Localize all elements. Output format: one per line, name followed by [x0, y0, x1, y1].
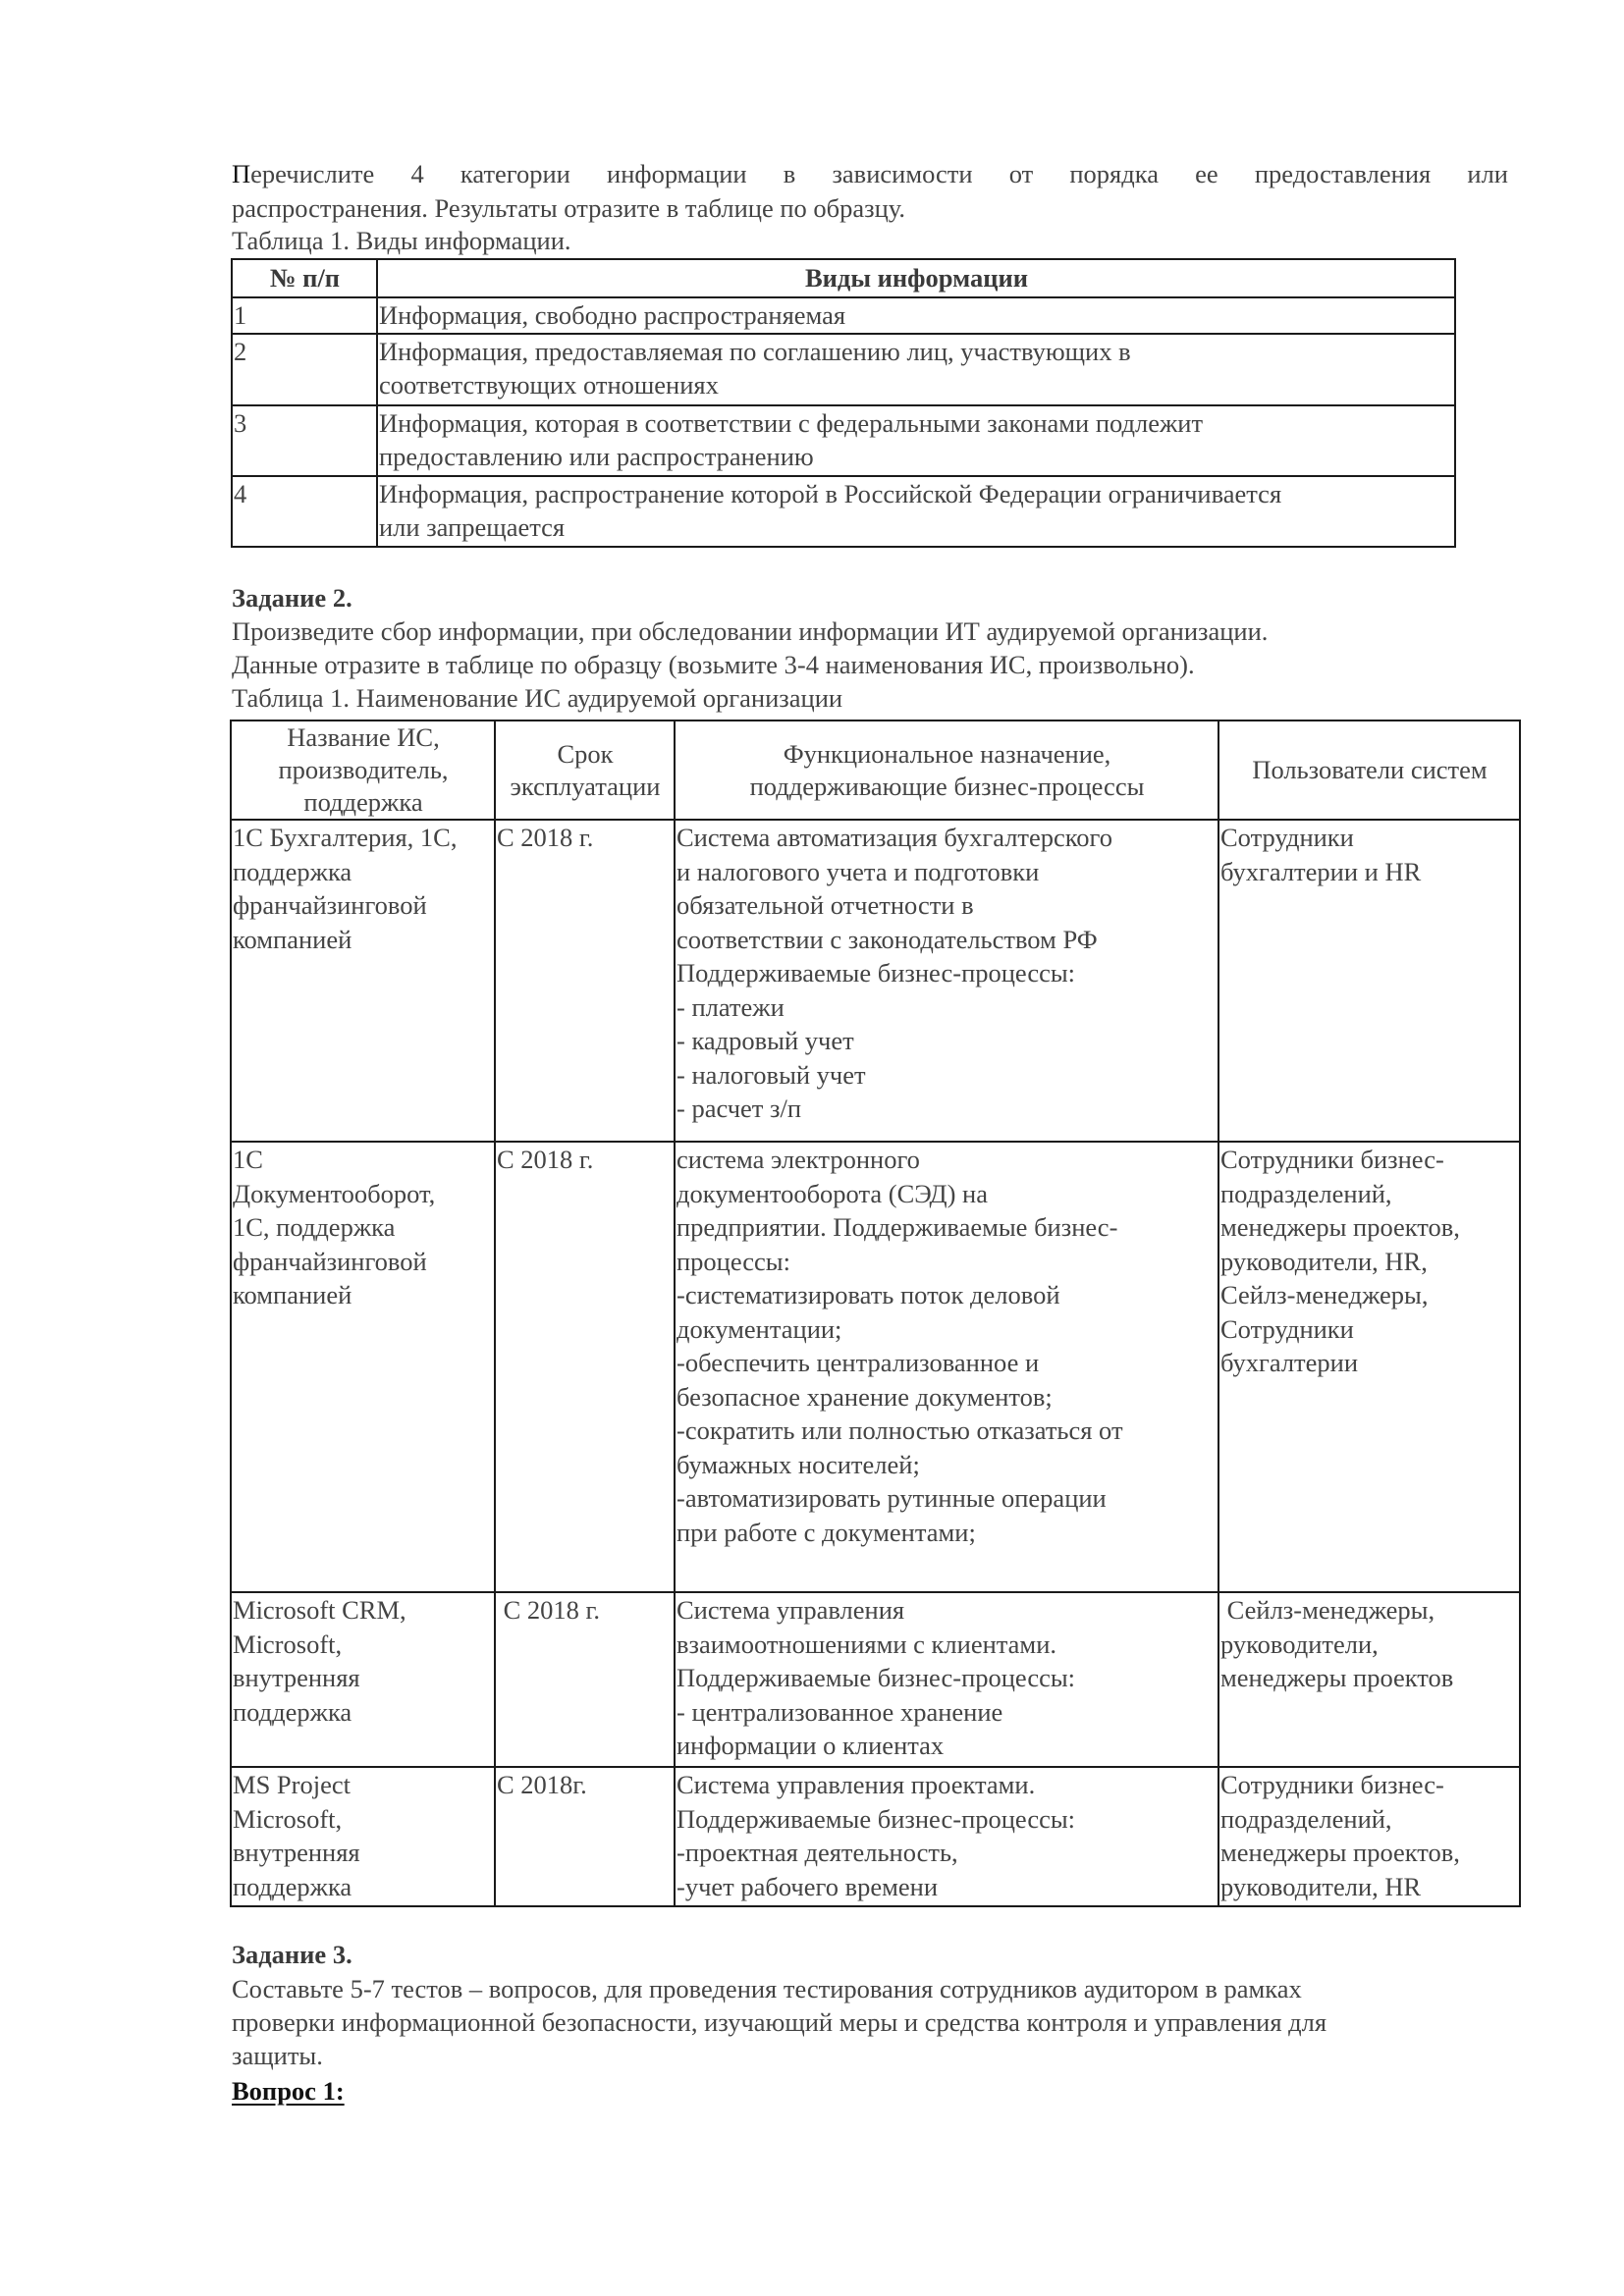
row-number: 4	[232, 476, 377, 547]
cell-text-line: соответствующих отношениях	[379, 370, 719, 400]
cell-text-line: и налогового учета и подготовки	[677, 856, 1040, 886]
table-row	[232, 297, 1455, 334]
table-row	[232, 405, 1455, 476]
purpose-cell	[675, 1142, 1218, 1592]
cell-text-line: Информация, которая в соответствии с федеральными законами подлежит	[379, 407, 1204, 438]
cell-text-line: Сотрудники бизнес-	[1220, 1145, 1444, 1174]
purpose-cell	[675, 1592, 1218, 1767]
cell-text-line: MS Project	[233, 1770, 351, 1799]
table-row	[231, 820, 1520, 1142]
cell-text-line: документации;	[677, 1313, 842, 1344]
cell-text-line: безопасное хранение документов;	[677, 1381, 1053, 1412]
cell-text-line: - кадровый учет	[677, 1026, 854, 1055]
cell-text-line: Поддерживаемые бизнес-процессы:	[677, 958, 1076, 988]
term-cell	[495, 1142, 675, 1592]
table-header-row	[231, 721, 1520, 820]
information-types-table	[231, 258, 1456, 548]
cell-text-line: предоставлению или распространению	[379, 442, 814, 471]
cell-text-line: Информация, распространение которой в Российской Федерации ограничивается	[379, 478, 1282, 508]
cell-text-line: поддержка	[233, 1696, 352, 1727]
info-type-cell	[377, 334, 1455, 405]
column-header-system-name	[231, 721, 495, 820]
column-header-term	[495, 721, 675, 820]
cell-text-line: С 2018 г.	[497, 823, 594, 852]
header-text-line: поддерживающие бизнес-процессы	[749, 771, 1145, 801]
cell-text-line: Система управления проектами.	[677, 1770, 1036, 1799]
header-text-line: Название ИС,	[287, 722, 440, 752]
cell-text-line: -проектная деятельность,	[677, 1838, 958, 1867]
cell-text-line: 1С Бухгалтерия, 1С,	[233, 823, 458, 852]
cell-text-line: Информация, предоставляемая по соглашению лиц, участвующих в	[379, 336, 1131, 366]
system-name-cell	[231, 1592, 495, 1767]
task3-heading: Задание 3.	[232, 1940, 352, 1969]
cell-text-line: компанией	[233, 1280, 352, 1309]
cell-text-line: бухгалтерии	[1220, 1348, 1359, 1377]
cell-text-line: процессы:	[677, 1246, 790, 1276]
cell-text-line: взаимоотношениями с клиентами.	[677, 1629, 1057, 1659]
cell-text-line: 1С	[233, 1145, 263, 1174]
cell-text-line: Поддерживаемые бизнес-процессы:	[677, 1803, 1076, 1834]
cell-text-line: - расчет з/п	[677, 1094, 802, 1123]
cell-text-line: - централизованное хранение	[677, 1696, 1003, 1727]
table-row	[231, 1592, 1520, 1767]
cell-text-line: Система управления	[677, 1595, 905, 1625]
header-text-line: производитель,	[278, 755, 449, 784]
users-cell	[1218, 1592, 1520, 1767]
cell-text-line: обязательной отчетности в	[677, 890, 974, 920]
column-header-purpose	[675, 721, 1218, 820]
cell-text-line: менеджеры проектов	[1220, 1663, 1454, 1692]
cell-text-line: франчайзинговой	[233, 1246, 427, 1276]
cell-text-line: Информация, свободно распространяемая	[379, 300, 846, 330]
table-header-row	[232, 259, 1455, 297]
table-row	[232, 476, 1455, 547]
cell-text-line: Сотрудники бизнес-	[1220, 1770, 1444, 1799]
system-name-cell	[231, 1142, 495, 1592]
cell-text-line: поддержка	[233, 1871, 352, 1901]
cell-text-line: Microsoft,	[233, 1803, 343, 1834]
cell-text-line: руководители, HR	[1220, 1871, 1422, 1901]
cell-text-line: -обеспечить централизованное и	[677, 1348, 1040, 1377]
header-text-line: поддержка	[303, 787, 423, 817]
cell-text-line: - платежи	[677, 991, 785, 1022]
cell-text-line: компанией	[233, 924, 352, 954]
header-text-line: эксплуатации	[510, 771, 661, 801]
row-number: 2	[232, 334, 377, 405]
column-header-number: № п/п	[232, 259, 377, 297]
first-letter: П	[232, 159, 251, 188]
task2-table-caption: Таблица 1. Наименование ИС аудируемой организации	[232, 683, 843, 713]
cell-text-line: -сократить или полностью отказаться от	[677, 1415, 1123, 1445]
cell-text-line: внутренняя	[233, 1838, 360, 1867]
cell-text-line: внутренняя	[233, 1663, 360, 1692]
row-number: 3	[232, 405, 377, 476]
cell-text-line: подразделений,	[1220, 1803, 1392, 1834]
cell-text-line: менеджеры проектов,	[1220, 1212, 1460, 1242]
cell-text-line: система электронного	[677, 1145, 920, 1174]
cell-text-line: предприятии. Поддерживаемые бизнес-	[677, 1212, 1118, 1242]
cell-text-line: руководители,	[1220, 1629, 1379, 1659]
cell-text-line: С 2018 г.	[497, 1145, 594, 1174]
task3-intro-line-3: защиты.	[232, 2041, 323, 2070]
task1-table-caption: Таблица 1. Виды информации.	[232, 226, 571, 255]
cell-text-line: франчайзинговой	[233, 890, 427, 920]
cell-text-line: подразделений,	[1220, 1178, 1392, 1208]
cell-text-line: бумажных носителей;	[677, 1449, 920, 1479]
term-cell	[495, 1592, 675, 1767]
task3-intro-line-1: Составьте 5-7 тестов – вопросов, для проведения тестирования сотрудников аудитором в рамках	[232, 1974, 1302, 2003]
cell-text-line: менеджеры проектов,	[1220, 1838, 1460, 1867]
cell-text-line: Сотрудники	[1220, 1313, 1354, 1344]
column-header-info-type: Виды информации	[377, 259, 1455, 297]
info-type-cell	[377, 405, 1455, 476]
cell-text-line: -систематизировать поток деловой	[677, 1280, 1060, 1309]
cell-text-line: Microsoft CRM,	[233, 1595, 406, 1625]
cell-text-line: Система автоматизация бухгалтерского	[677, 823, 1113, 852]
purpose-cell	[675, 1767, 1218, 1906]
header-text-line: Пользователи систем	[1252, 755, 1488, 784]
cell-text-line: при работе с документами;	[677, 1517, 976, 1547]
cell-text-line: 1С, поддержка	[233, 1212, 396, 1242]
cell-text-line: -учет рабочего времени	[677, 1871, 939, 1901]
task2-heading: Задание 2.	[232, 583, 352, 613]
task3-intro-line-2: проверки информационной безопасности, изучающий меры и средства контроля и управления для	[232, 2007, 1327, 2037]
cell-text-line: -автоматизировать рутинные операции	[677, 1483, 1107, 1513]
cell-text-line: Сотрудники	[1220, 823, 1354, 852]
table-row	[231, 1767, 1520, 1906]
cell-text-line: или запрещается	[379, 512, 566, 542]
cell-text-line: руководители, HR,	[1220, 1246, 1428, 1276]
table-row	[232, 334, 1455, 405]
column-header-users	[1218, 721, 1520, 820]
term-cell	[495, 1767, 675, 1906]
cell-text-line: Сейлз-менеджеры,	[1220, 1595, 1435, 1625]
cell-text-line: соответствии с законодательством РФ	[677, 924, 1098, 954]
term-cell	[495, 820, 675, 1142]
table-row	[231, 1142, 1520, 1592]
task2-intro-line-2: Данные отразите в таблице по образцу (возьмите 3-4 наименования ИС, произвольно).	[232, 650, 1195, 679]
header-text-line: Функциональное назначение,	[783, 738, 1111, 769]
users-cell	[1218, 1767, 1520, 1906]
cell-text-line: документооборота (СЭД) на	[677, 1178, 988, 1208]
info-type-cell	[377, 297, 1455, 334]
cell-text-line: - налоговый учет	[677, 1059, 866, 1090]
row-number: 1	[232, 297, 377, 334]
header-text-line: Срок	[557, 738, 614, 769]
task2-intro-line-1: Произведите сбор информации, при обследовании информации ИТ аудируемой организации.	[232, 616, 1269, 646]
task1-intro-line-2: распространения. Результаты отразите в таблице по образцу.	[232, 193, 906, 223]
cell-text-line: информации о клиентах	[677, 1731, 945, 1760]
question-1-label: Вопрос 1:	[232, 2076, 345, 2106]
task1-intro-line-1: Перечислите 4 категории информации в зависимости от порядка ее предоставления или	[232, 159, 1508, 188]
cell-text-line: поддержка	[233, 856, 352, 886]
system-name-cell	[231, 1767, 495, 1906]
system-name-cell	[231, 820, 495, 1142]
cell-text-line: Сейлз-менеджеры,	[1220, 1280, 1429, 1309]
users-cell	[1218, 1142, 1520, 1592]
cell-text-line: Документооборот,	[233, 1178, 436, 1208]
cell-text-line: С 2018г.	[497, 1770, 587, 1799]
information-systems-table	[230, 720, 1521, 1907]
cell-text-line: С 2018 г.	[497, 1595, 601, 1625]
cell-text-line: Поддерживаемые бизнес-процессы:	[677, 1663, 1076, 1692]
info-type-cell	[377, 476, 1455, 547]
cell-text-line: бухгалтерии и HR	[1220, 856, 1422, 886]
users-cell	[1218, 820, 1520, 1142]
cell-text-line: Microsoft,	[233, 1629, 343, 1659]
purpose-cell	[675, 820, 1218, 1142]
